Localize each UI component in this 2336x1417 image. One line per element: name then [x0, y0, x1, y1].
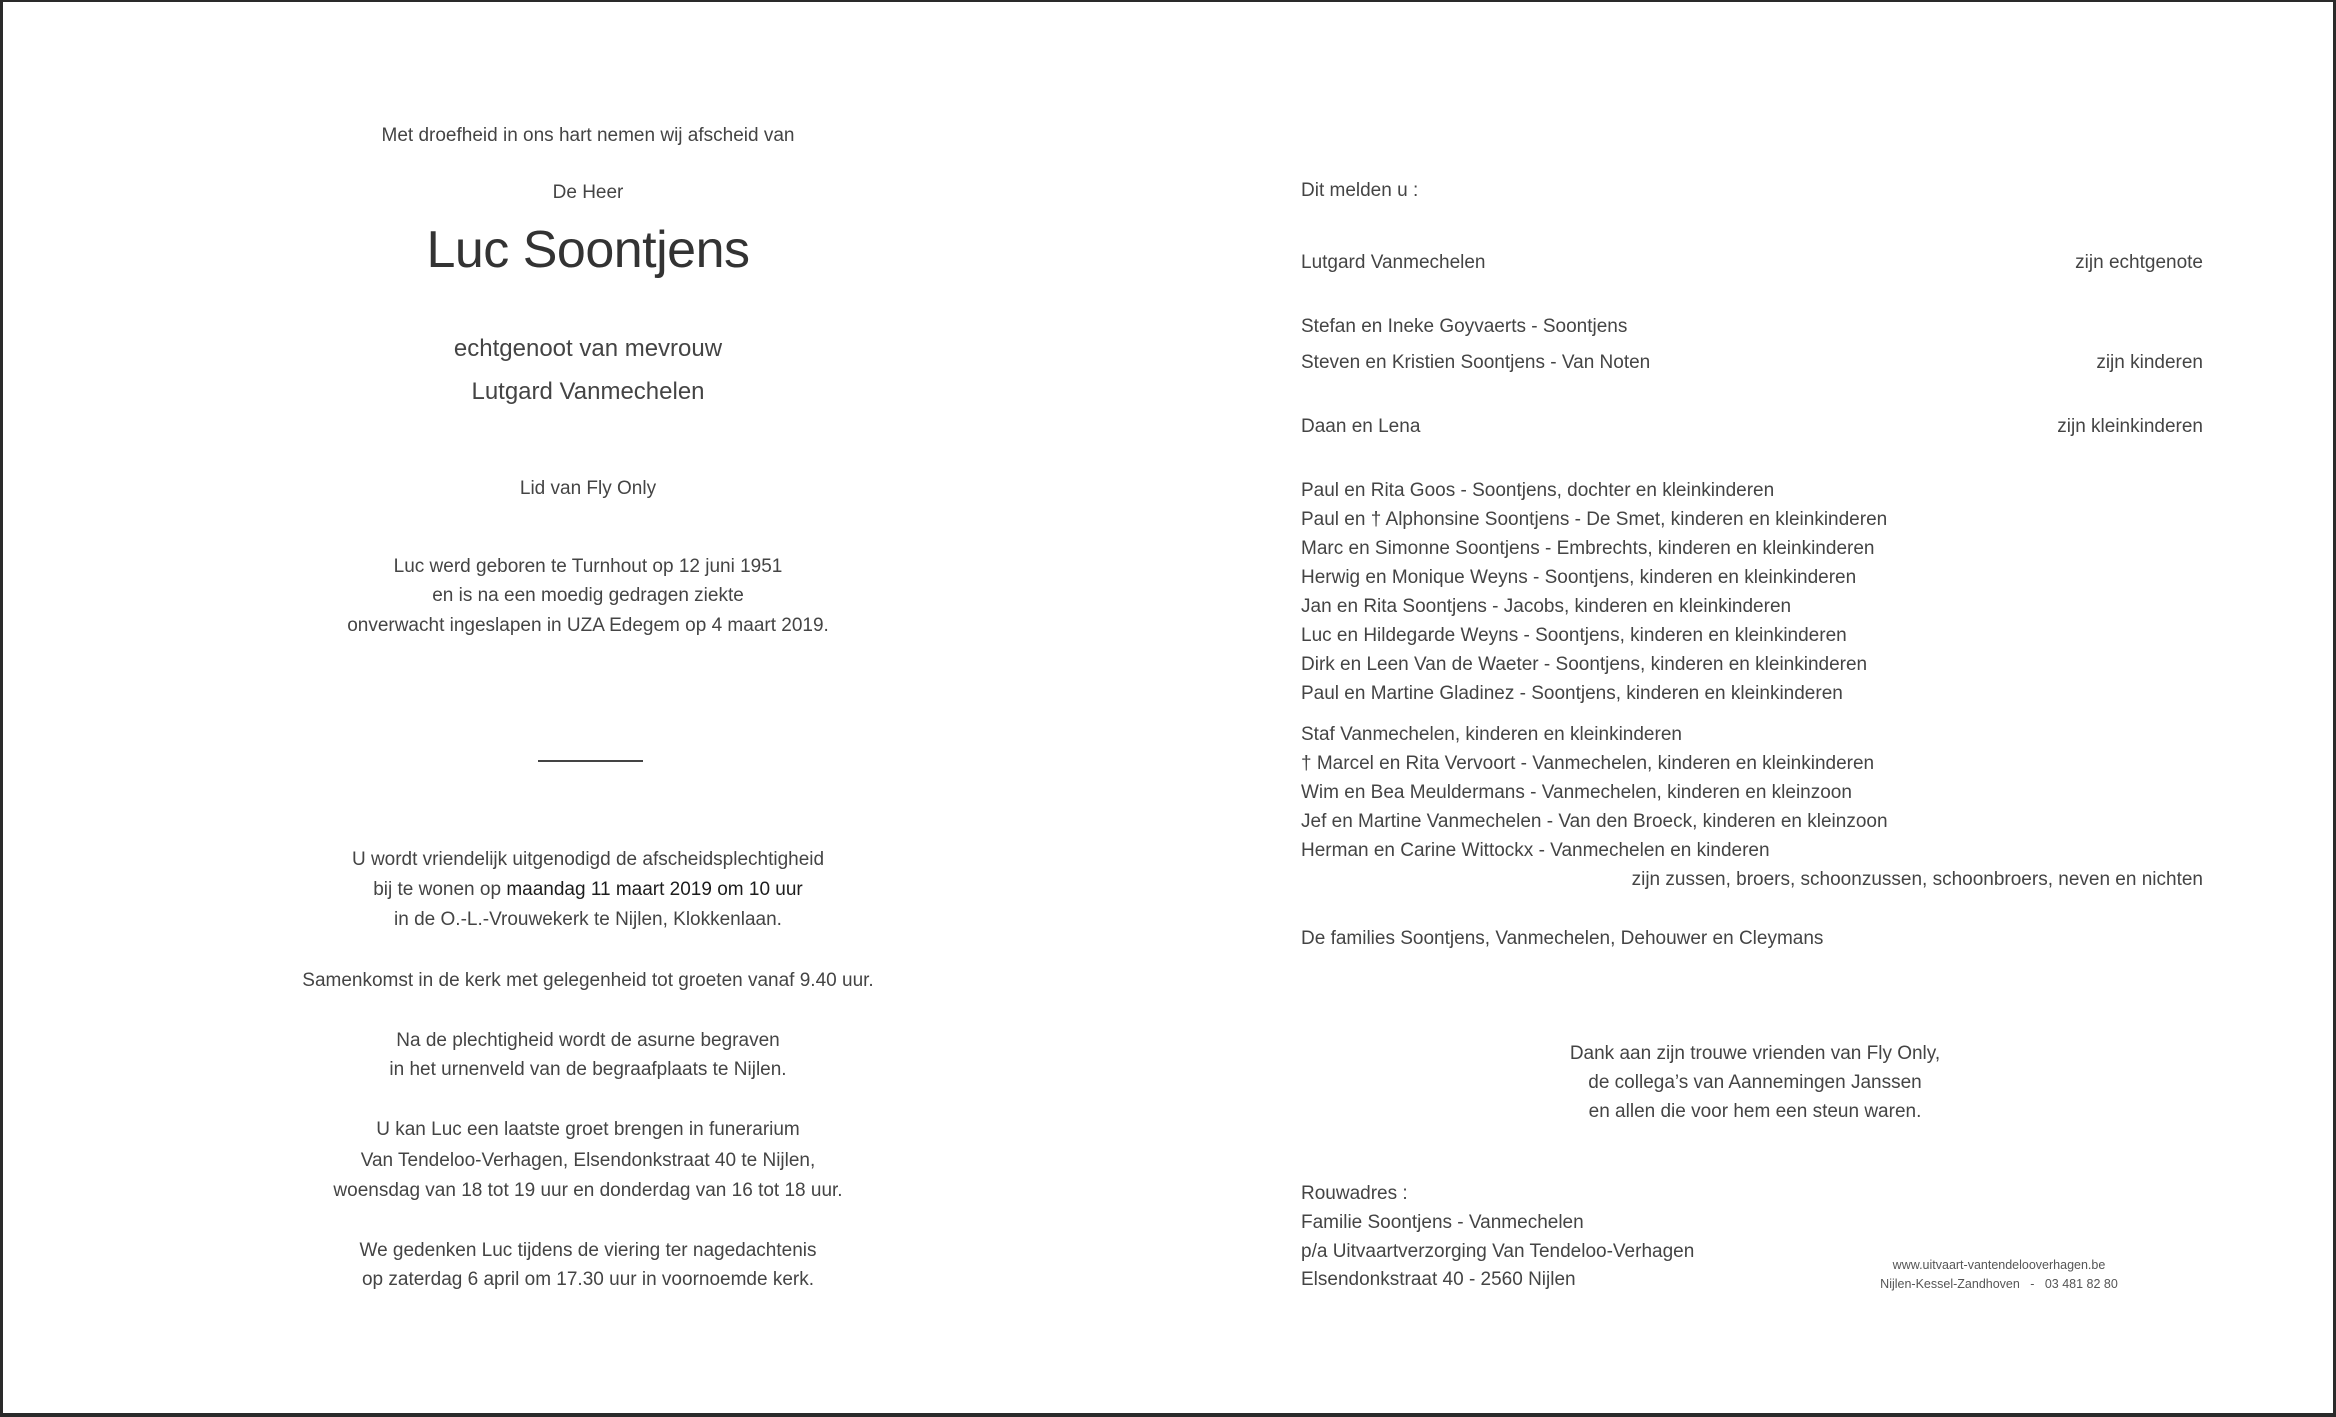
families-line: De families Soontjens, Vanmechelen, Dehouwer en Cleymans [1301, 928, 1824, 949]
thanks-line: de collega’s van Aannemingen Janssen [1588, 1072, 1922, 1093]
family-line: Paul en Rita Goos - Soontjens, dochter en kleinkinderen [1301, 480, 1775, 501]
bio-line: en is na een moedig gedragen ziekte [432, 585, 744, 606]
family-line: Staf Vanmechelen, kinderen en kleinkinderen [1301, 724, 1682, 745]
family-line: Jan en Rita Soontjens - Jacobs, kinderen en kleinkinderen [1301, 596, 1792, 617]
funeral-home-contact: Nijlen-Kessel-Zandhoven - 03 481 82 80 [1880, 1277, 2118, 1291]
remembrance-line: op zaterdag 6 april om 17.30 uur in voornoemde kerk. [361, 1269, 815, 1290]
address-line: Familie Soontjens - Vanmechelen [1301, 1212, 1584, 1233]
divider-line [538, 760, 643, 762]
address-line: Elsendonkstraat 40 - 2560 Nijlen [1301, 1269, 1576, 1290]
family-line: Marc en Simonne Soontjens - Embrechts, kinderen en kleinkinderen [1301, 538, 1875, 559]
grandchildren-relation: zijn kleinkinderen [2057, 416, 2203, 437]
siblings-relation: zijn zussen, broers, schoonzussen, schoonbroers, neven en nichten [1631, 869, 2203, 890]
family-line: Paul en Martine Gladinez - Soontjens, kinderen en kleinkinderen [1301, 683, 1843, 704]
announcement-heading: Dit melden u : [1301, 180, 1419, 201]
family-line: Herman en Carine Wittockx - Vanmechelen en kinderen [1301, 840, 1770, 861]
gathering-text: Samenkomst in de kerk met gelegenheid tot groeten vanaf 9.40 uur. [302, 970, 874, 991]
visit-line: U kan Luc een laatste groet brengen in funerarium [376, 1119, 800, 1140]
bio-line: onverwacht ingeslapen in UZA Edegem op 4 maart 2019. [347, 615, 829, 636]
child-name: Stefan en Ineke Goyvaerts - Soontjens [1301, 316, 1628, 337]
deceased-name: Luc Soontjens [426, 221, 750, 279]
invite-line: U wordt vriendelijk uitgenodigd de afscheidsplechtigheid [351, 849, 825, 870]
visit-line: woensdag van 18 tot 19 uur en donderdag van 16 tot 18 uur. [333, 1180, 843, 1201]
honorific: De Heer [552, 182, 624, 203]
intro-text: Met droefheid in ons hart nemen wij afscheid van [381, 125, 795, 146]
children-relation: zijn kinderen [2096, 352, 2203, 373]
invite-line: in de O.-L.-Vrouwekerk te Nijlen, Klokkenlaan. [394, 909, 782, 930]
family-line: Jef en Martine Vanmechelen - Van den Broeck, kinderen en kleinzoon [1301, 811, 1888, 832]
invite-prefix: bij te wonen op [373, 879, 507, 900]
visit-line: Van Tendeloo-Verhagen, Elsendonkstraat 40 te Nijlen, [360, 1150, 816, 1171]
family-line: Paul en † Alphonsine Soontjens - De Smet, kinderen en kleinkinderen [1301, 509, 1888, 530]
family-line: Dirk en Leen Van de Waeter - Soontjens, kinderen en kleinkinderen [1301, 654, 1868, 675]
ceremony-date: maandag 11 maart 2019 om 10 uur [506, 879, 803, 900]
family-line: Luc en Hildegarde Weyns - Soontjens, kinderen en kleinkinderen [1301, 625, 1847, 646]
address-line: p/a Uitvaartverzorging Van Tendeloo-Verhagen [1301, 1241, 1695, 1262]
family-line: Wim en Bea Meuldermans - Vanmechelen, kinderen en kleinzoon [1301, 782, 1852, 803]
spouse-name: Lutgard Vanmechelen [1301, 252, 1486, 273]
family-line: Herwig en Monique Weyns - Soontjens, kinderen en kleinkinderen [1301, 567, 1857, 588]
grandchildren-names: Daan en Lena [1301, 416, 1421, 437]
invite-line [188, 879, 988, 901]
burial-line: Na de plechtigheid wordt de asurne begraven [396, 1030, 780, 1051]
address-label: Rouwadres : [1301, 1183, 1408, 1204]
remembrance-line: We gedenken Luc tijdens de viering ter nagedachtenis [359, 1240, 817, 1261]
spouse-relation: zijn echtgenote [2075, 252, 2203, 273]
funeral-home-website: www.uitvaart-vantendelooverhagen.be [1892, 1258, 2106, 1272]
spouse-line-2: Lutgard Vanmechelen [471, 378, 705, 405]
bio-line: Luc werd geboren te Turnhout op 12 juni 1951 [393, 556, 783, 577]
thanks-line: Dank aan zijn trouwe vrienden van Fly Only, [1569, 1043, 1941, 1064]
burial-line: in het urnenveld van de begraafplaats te Nijlen. [389, 1059, 787, 1080]
spouse-line-1: echtgenoot van mevrouw [453, 335, 723, 362]
family-line: † Marcel en Rita Vervoort - Vanmechelen, kinderen en kleinkinderen [1301, 753, 1875, 774]
child-name: Steven en Kristien Soontjens - Van Noten [1301, 352, 1651, 373]
thanks-line: en allen die voor hem een steun waren. [1588, 1101, 1922, 1122]
membership: Lid van Fly Only [519, 478, 657, 499]
